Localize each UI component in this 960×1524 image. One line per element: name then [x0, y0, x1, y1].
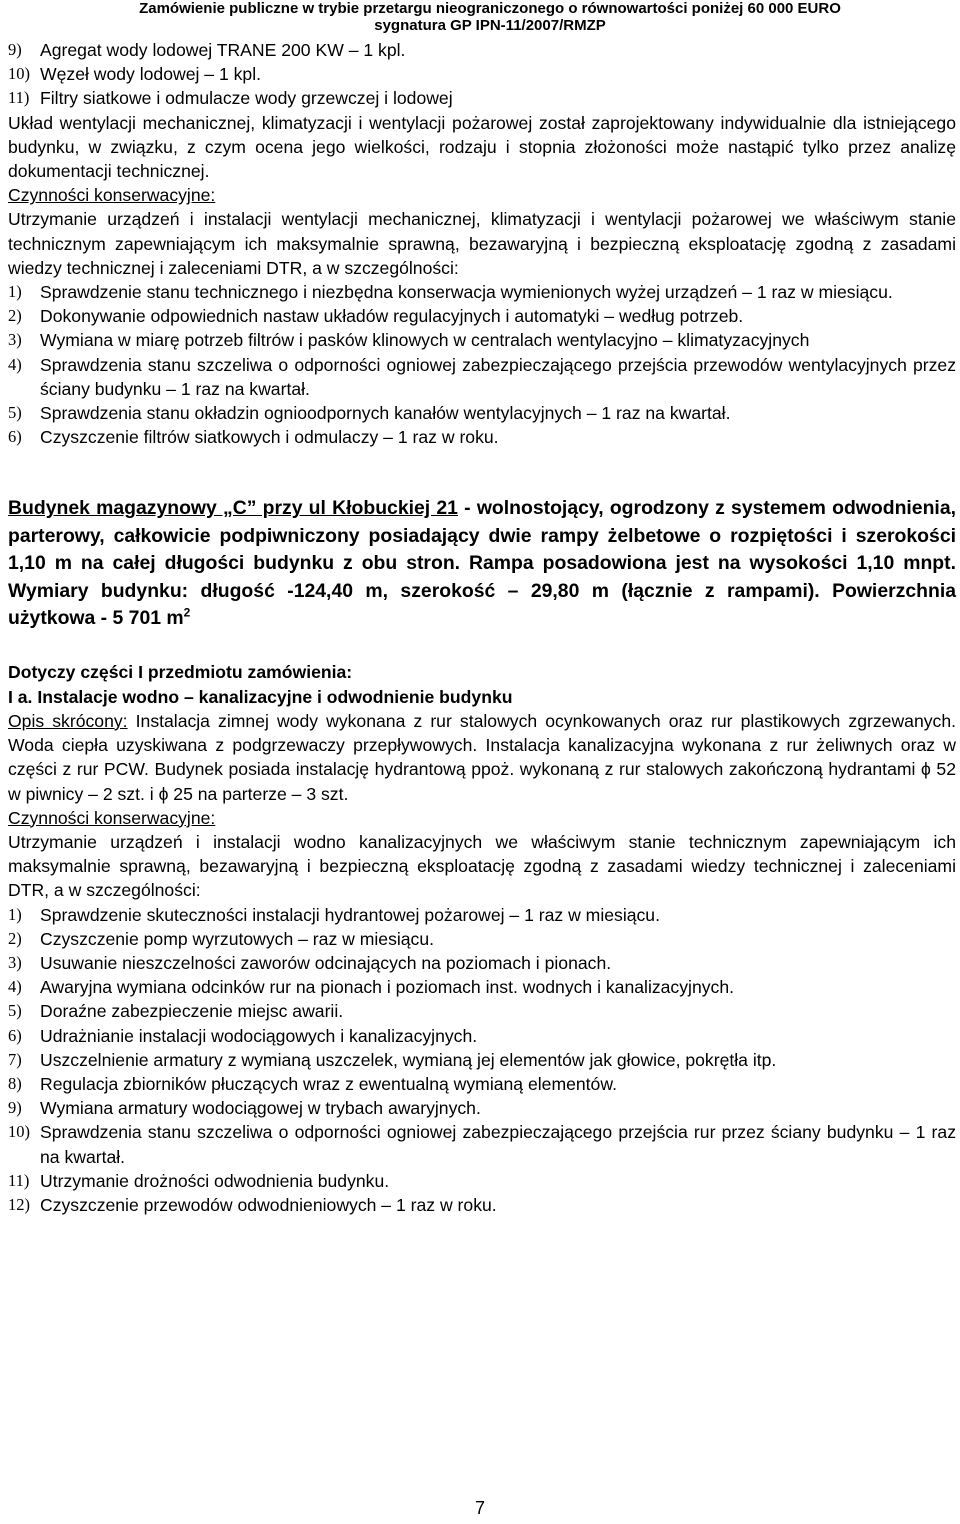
subsection-title: Instalacje wodno – kanalizacyjne i odwodnienie budynku [37, 686, 513, 707]
list-number: 6) [8, 427, 22, 447]
list-number: 5) [8, 403, 22, 423]
list-water [8, 903, 956, 1218]
list-number: 3) [8, 952, 22, 972]
short-description [8, 709, 956, 806]
list-item [8, 951, 956, 975]
list-item [8, 1048, 956, 1072]
list-text: Wymiana armatury wodociągowej w trybach awaryjnych. [40, 1098, 481, 1119]
short-description-text: Instalacja zimnej wody wykonana z rur stalowych ocynkowanych oraz rur plastikowych zgrzewanych. Woda ciepła uzyskiwana z podgrzewaczy przepływowych. Instalacja kanalizacyjna wykonana z rur żeliwnych oraz w części z rur PCW. Budynek posiada instalację hydrantową ppoż. wykonaną z rur stalowych zakończoną hydrantami ϕ 52 w piwnicy – 2 szt. i ϕ 25 na parterze – 3 szt. [8, 710, 956, 804]
list-item [8, 353, 956, 401]
building-description [8, 495, 956, 632]
spacer [8, 632, 956, 660]
list-text: Usuwanie nieszczelności zaworów odcinających na poziomach i pionach. [40, 952, 612, 973]
list-text: Sprawdzenia stanu okładzin ognioodpornych kanałów wentylacyjnych – 1 raz na kwartał. [40, 403, 731, 424]
list-text: Wymiana w miarę potrzeb filtrów i pasków klinowych w centralach wentylacyjno – klimatyzacyjnych [40, 330, 810, 351]
list-text: Sprawdzenie skuteczności instalacji hydrantowej pożarowej – 1 raz w miesiącu. [40, 904, 660, 925]
list-text: Dokonywanie odpowiednich nastaw układów regulacyjnych i automatyki – według potrzeb. [40, 306, 744, 327]
subsection-heading [8, 685, 956, 709]
list-text: Uszczelnienie armatury z wymianą uszczelek, wymianą jej elementów jak głowice, pokrętła itp. [40, 1049, 777, 1070]
subsection-prefix: I a. [8, 686, 33, 707]
list-number: 4) [8, 977, 22, 997]
list-text: Czyszczenie filtrów siatkowych i odmulaczy – 1 raz w roku. [40, 427, 499, 448]
list-text: Filtry siatkowe i odmulacze wody grzewczej i lodowej [40, 88, 453, 109]
list-number: 5) [8, 1001, 22, 1021]
list-number: 2) [8, 306, 22, 326]
list-text: Utrzymanie drożności odwodnienia budynku. [40, 1170, 390, 1191]
list-item [8, 304, 956, 328]
list-item [8, 425, 956, 449]
list-number: 7) [8, 1049, 22, 1069]
list-number: 4) [8, 354, 22, 374]
list-item [8, 86, 956, 110]
building-details: - wolnostojący, ogrodzony z systemem odwodnienia, parterowy, całkowicie podpiwniczony posiadający dwie rampy żelbetowe o rozpiętości i szerokości 1,10 m na całej długości budynku z obu stron. Rampa posadowiona jest na wysokości 1,10 mnpt. Wymiary budynku: długość -124,40 m, szerokość – 29,80 m (łącznie z rampami). Powierzchnia użytkowa - 5 701 m [8, 497, 956, 630]
list-text: Agregat wody lodowej TRANE 200 KW – 1 kpl. [40, 40, 406, 60]
paragraph-maintenance: Utrzymanie urządzeń i instalacji wodno kanalizacyjnych we właściwym stanie technicznym zapewniającym ich maksymalnie sprawną, bezawaryjną i bezpieczną eksploatację zgodną z zasadami wiedzy technicznej i zaleceniami DTR, a w szczególności: [8, 831, 956, 901]
list-text: Czyszczenie przewodów odwodnieniowych – 1 raz w roku. [40, 1194, 497, 1215]
spacer [8, 473, 956, 495]
list-item [8, 1193, 956, 1217]
area-unit-superscript: 2 [183, 605, 191, 620]
list-number: 11) [8, 88, 30, 108]
list-number: 1) [8, 904, 22, 924]
list-number: 8) [8, 1073, 22, 1093]
list-text: Czyszczenie pomp wyrzutowych – raz w miesiącu. [40, 928, 435, 949]
list-item [8, 1024, 956, 1048]
list-number: 11) [8, 1170, 30, 1190]
list-number: 10) [8, 64, 30, 84]
list-text: Udrażnianie instalacji wodociągowych i kanalizacyjnych. [40, 1025, 478, 1046]
paragraph-ventilation: Układ wentylacji mechanicznej, klimatyzacji i wentylacji pożarowej został zaprojektowany indywidualnie dla istniejącego budynku, w związku, z czym ocena jego wielkości, rodzaju i stopnia złożoności może nastąpić tylko przez analizę dokumentacji technicznej. [8, 112, 956, 182]
section-heading: Dotyczy części I przedmiotu zamówienia: [8, 662, 353, 683]
list-text: Sprawdzenia stanu szczeliwa o odporności ogniowej zabezpieczającego przejścia rur przez ściany budynku – 1 raz na kwartał. [40, 1122, 956, 1167]
heading-maintenance: Czynności konserwacyjne: [8, 807, 216, 828]
list-number: 12) [8, 1194, 30, 1214]
header-line-1: Zamówienie publiczne w trybie przetargu nieograniczonego o równowartości poniżej 60 000 EURO [139, 0, 841, 17]
list-item [8, 62, 956, 86]
list-text: Węzeł wody lodowej – 1 kpl. [40, 64, 262, 85]
list-text: Sprawdzenie stanu technicznego i niezbędna konserwacja wymienionych wyżej urządzeń – 1 raz w miesiącu. [40, 282, 893, 303]
list-item [8, 38, 956, 62]
list-text: Doraźne zabezpieczenie miejsc awarii. [40, 1001, 344, 1022]
list-number: 2) [8, 928, 22, 948]
list-text: Awaryjna wymiana odcinków rur na pionach i poziomach inst. wodnych i kanalizacyjnych. [40, 977, 734, 998]
list-item [8, 280, 956, 304]
list-item [8, 1096, 956, 1120]
building-title: Budynek magazynowy „C” przy ul Kłobuckiej 21 [8, 497, 458, 520]
list-number: 6) [8, 1025, 22, 1045]
list-item [8, 927, 956, 951]
header-line-2: sygnatura GP IPN-11/2007/RMZP [374, 17, 606, 34]
list-item [8, 401, 956, 425]
list-ventilation [8, 280, 956, 449]
list-text: Sprawdzenia stanu szczeliwa o odporności ogniowej zabezpieczającego przejścia przewodów wentylacyjnych przez ściany budynku – 1 raz na kwartał. [40, 354, 956, 399]
list-item [8, 1169, 956, 1193]
page-header [0, 0, 960, 34]
page-number: 7 [474, 1498, 485, 1518]
list-number: 10) [8, 1122, 30, 1142]
list-item [8, 903, 956, 927]
list-item [8, 975, 956, 999]
list-number: 3) [8, 330, 22, 350]
list-item [8, 328, 956, 352]
short-description-label: Opis skrócony: [8, 710, 128, 731]
list-number: 1) [8, 282, 22, 302]
list-text: Regulacja zbiorników płuczących wraz z ewentualną wymianą elementów. [40, 1073, 617, 1094]
list-item [8, 999, 956, 1023]
list-top [8, 38, 956, 111]
document-body [8, 38, 956, 1217]
heading-maintenance: Czynności konserwacyjne: [8, 185, 216, 206]
paragraph-maintenance: Utrzymanie urządzeń i instalacji wentylacji mechanicznej, klimatyzacji i wentylacji pożarowej we właściwym stanie technicznym zapewniającym ich maksymalnie sprawną, bezawaryjną i bezpieczną eksploatację zgodną z zasadami wiedzy technicznej i zaleceniami DTR, a w szczególności: [8, 209, 956, 278]
spacer [8, 449, 956, 473]
list-number: 9) [8, 40, 22, 59]
list-item [8, 1072, 956, 1096]
list-number: 9) [8, 1098, 22, 1118]
list-item [8, 1120, 956, 1168]
